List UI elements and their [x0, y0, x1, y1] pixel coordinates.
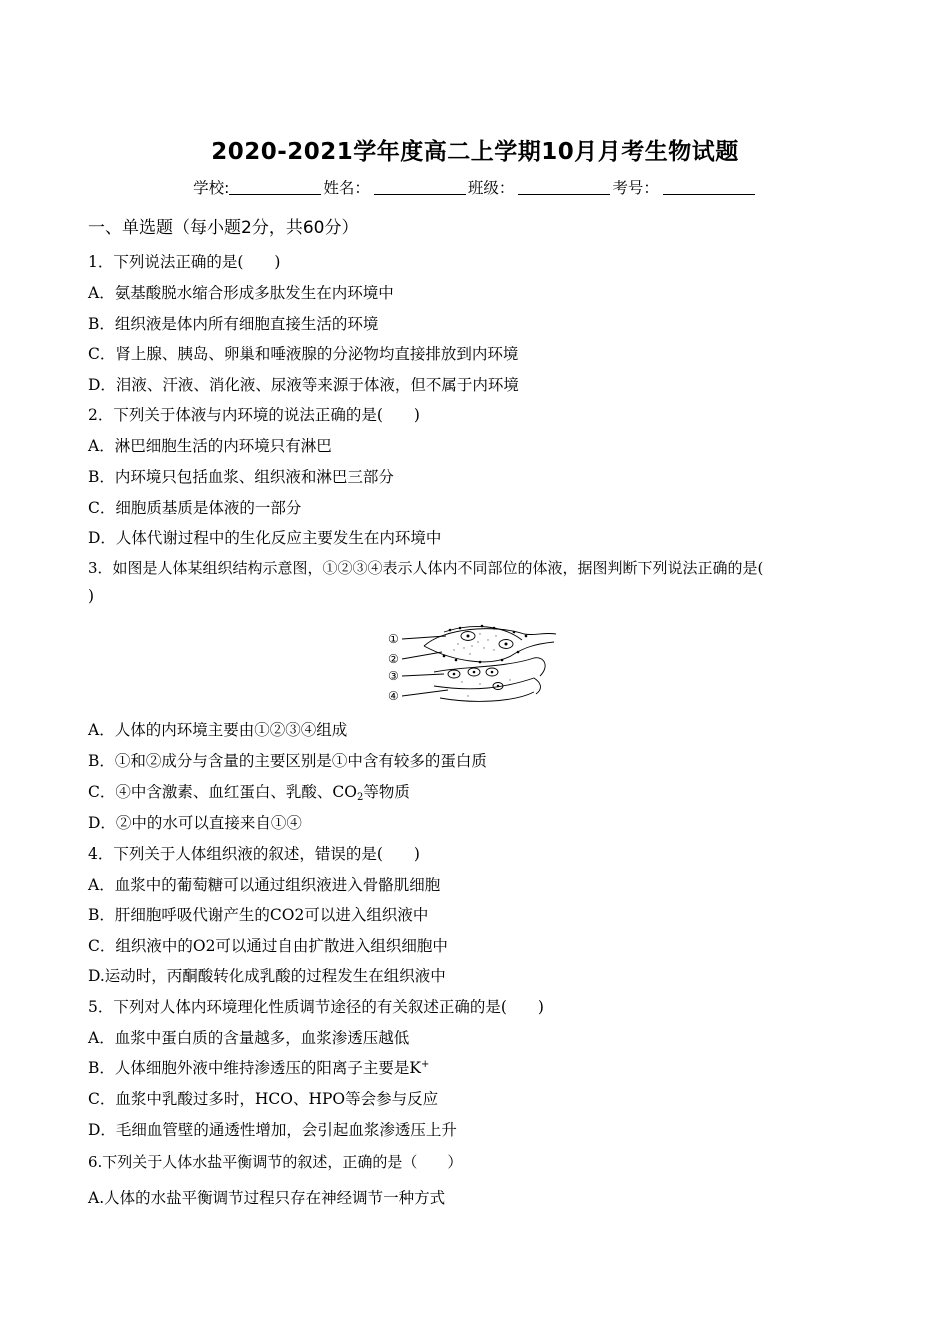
question-4-option-a: A．血浆中的葡萄糖可以通过组织液进入骨骼肌细胞	[88, 876, 441, 894]
question-3-option-c-text-end: 等物质	[363, 783, 410, 801]
question-3-option-a: A．人体的内环境主要由①②③④组成	[88, 721, 348, 739]
question-1-option-d: D．泪液、汗液、消化液、尿液等来源于体液，但不属于内环境	[88, 376, 519, 394]
question-4-option-c: C．组织液中的O2可以通过自由扩散进入组织细胞中	[88, 937, 448, 955]
question-2-option-a: A．淋巴细胞生活的内环境只有淋巴	[88, 437, 332, 455]
question-4-stem: 4．下列关于人体组织液的叙述，错误的是( )	[88, 845, 420, 863]
co2-subscript: 2	[356, 792, 364, 803]
student-info-row	[0, 176, 950, 198]
question-1-option-b: B．组织液是体内所有细胞直接生活的环境	[88, 315, 379, 333]
question-1-option-a: A．氨基酸脱水缩合形成多肽发生在内环境中	[88, 284, 394, 302]
figure-label-1: ①	[388, 632, 399, 646]
figure-label-4: ④	[388, 689, 399, 703]
figure-label-2: ②	[388, 652, 399, 666]
question-3-option-c-text: C．④中含激素、血红蛋白、乳酸、CO	[88, 783, 357, 801]
exam-number-blank[interactable]	[663, 179, 755, 195]
question-3-option-d: D．②中的水可以直接来自①④	[88, 814, 302, 832]
tissue-structure-figure	[384, 622, 564, 706]
class-blank[interactable]	[518, 179, 610, 195]
question-4-option-b: B．肝细胞呼吸代谢产生的CO2可以进入组织液中	[88, 906, 429, 924]
question-6-stem: 6.下列关于人体水盐平衡调节的叙述，正确的是（ ）	[88, 1153, 463, 1171]
question-5-option-a: A．血浆中蛋白质的含量越多，血浆渗透压越低	[88, 1029, 410, 1047]
question-2-stem: 2．下列关于体液与内环境的说法正确的是( )	[88, 406, 420, 424]
question-4-option-d: D.运动时，丙酮酸转化成乳酸的过程发生在组织液中	[88, 967, 446, 985]
question-5-option-d: D．毛细血管壁的通透性增加，会引起血浆渗透压上升	[88, 1121, 457, 1139]
school-label: 学校:	[193, 179, 230, 197]
question-1-option-c: C．肾上腺、胰岛、卵巢和唾液腺的分泌物均直接排放到内环境	[88, 345, 519, 363]
question-5-stem: 5．下列对人体内环境理化性质调节途径的有关叙述正确的是( )	[88, 998, 544, 1016]
question-5-option-b-text: B．人体细胞外液中维持渗透压的阳离子主要是K	[88, 1059, 421, 1077]
school-blank[interactable]	[229, 179, 321, 195]
question-3-stem: 3．如图是人体某组织结构示意图，①②③④表示人体内不同部位的体液，据图判断下列说法正确的是(	[88, 559, 764, 577]
question-2-option-d: D．人体代谢过程中的生化反应主要发生在内环境中	[88, 529, 442, 547]
question-2-option-c: C．细胞质基质是体液的一部分	[88, 499, 302, 517]
page-title: 2020-2021学年度高二上学期10月月考生物试题	[211, 139, 739, 165]
section-heading: 一、单选题（每小题2分，共60分）	[88, 218, 359, 238]
question-5-option-b	[88, 1056, 429, 1078]
question-3-option-b: B．①和②成分与含量的主要区别是①中含有较多的蛋白质	[88, 752, 487, 770]
question-5-option-c: C．血浆中乳酸过多时，HCO、HPO等会参与反应	[88, 1090, 439, 1108]
question-3-stem-end: )	[88, 587, 95, 605]
name-label: 姓名：	[323, 179, 370, 197]
question-3-option-c	[88, 780, 410, 803]
question-6-option-a: A.人体的水盐平衡调节过程只存在神经调节一种方式	[88, 1189, 446, 1207]
k-ion-superscript: +	[420, 1059, 430, 1070]
question-1-stem: 1．下列说法正确的是( )	[88, 253, 281, 271]
name-blank[interactable]	[374, 179, 466, 195]
exam-number-label: 考号：	[612, 179, 659, 197]
figure-label-3: ③	[388, 669, 399, 683]
class-label: 班级：	[467, 179, 515, 197]
question-2-option-b: B．内环境只包括血浆、组织液和淋巴三部分	[88, 468, 394, 486]
